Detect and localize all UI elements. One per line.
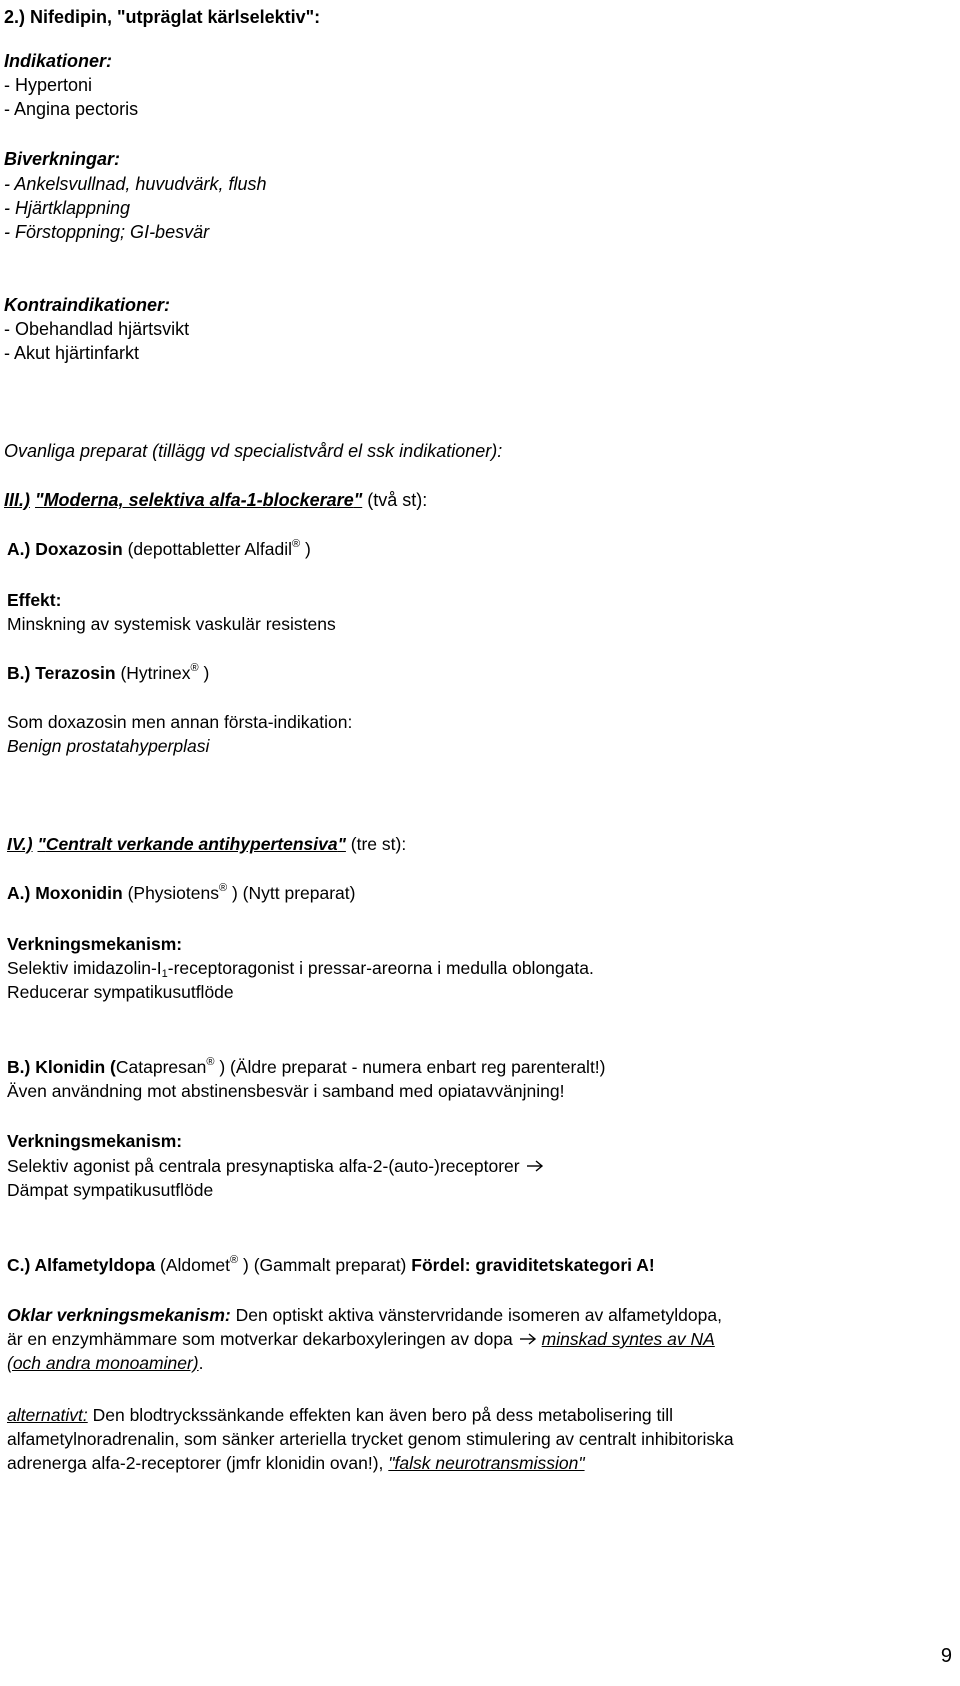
registered-mark: ® [230, 1254, 239, 1266]
alternative-label: alternativt: [7, 1405, 88, 1425]
section-title: "Moderna, selektiva alfa-1-blockerare" [35, 490, 363, 510]
drug-label: B.) Terazosin [7, 663, 116, 683]
mechanism-text: Reducerar sympatikusutflöde [7, 982, 234, 1002]
mechanism-text: Selektiv imidazolin-$I_1$-receptoragonist i pressar-areorna i medulla oblongata. [7, 958, 594, 980]
section-number: III.) [4, 490, 30, 510]
alternative-mechanism-line: adrenerga alfa-2-receptorer (jmfr klonidin ovan!), "falsk neurotransmission" [7, 1453, 585, 1473]
drug-label: C.) Alfametyldopa [7, 1255, 156, 1275]
drug-note: ) (Äldre preparat - numera enbart reg parenteralt!) [219, 1057, 606, 1077]
page-number: 9 [940, 1645, 952, 1667]
drug-label: A.) Doxazosin [7, 539, 123, 559]
mechanism-text: Selektiv agonist på centrala presynaptiska alfa-2-(auto-)receptorer [7, 1155, 544, 1177]
contraindications-label: Kontraindikationer: [4, 295, 171, 315]
section-heading-alfa1 [4, 489, 427, 511]
unclear-mechanism-line: (och andra monoaminer). [7, 1353, 204, 1373]
drug-moxonidin [7, 882, 355, 904]
drug-brand: (depottabletter Alfadil [127, 539, 293, 559]
section-heading-nifedipin: 2.) Nifedipin, "utpräglat kärlselektiv": [4, 7, 321, 27]
unclear-mechanism-line: är en enzymhämmare som motverkar dekarboxyleringen av dopa minskad syntes av NA [7, 1329, 715, 1349]
drug-label: B.) Klonidin ( [7, 1057, 116, 1077]
drug-brand: (Aldomet [160, 1255, 231, 1275]
unclear-mechanism-label: Oklar verkningsmekanism: [7, 1305, 231, 1325]
side-effects-label: Biverkningar: [4, 149, 121, 169]
effect-text: Minskning av systemisk vaskulär resistens [7, 614, 336, 634]
section-title: "Centralt verkande antihypertensiva" [37, 834, 346, 854]
mechanism-label: Verkningsmekanism: [7, 1131, 183, 1151]
pregnancy-category: Fördel: graviditetskategori A! [411, 1255, 655, 1275]
drug-note: ) (Gammalt preparat) [243, 1255, 407, 1275]
registered-mark: ® [190, 662, 199, 674]
drug-note: ) (Nytt preparat) [231, 883, 356, 903]
drug-brand: (Physiotens [127, 883, 219, 903]
alternative-mechanism-line: alfametylnoradrenalin, som sänker arteriella trycket genom stimulering av centralt inhibitoriska [7, 1429, 734, 1449]
right-arrow-icon [526, 1160, 544, 1172]
section-suffix: (tre st): [350, 834, 407, 854]
contraindication-item: - Akut hjärtinfarkt [4, 343, 140, 363]
terazosin-indication: Benign prostatahyperplasi [7, 736, 210, 756]
drug-doxazosin [7, 538, 311, 560]
close-paren: ) [305, 539, 311, 559]
uncommon-drugs-note: Ovanliga preparat (tillägg vd specialistvård el ssk indikationer): [4, 441, 503, 461]
side-effect-item: - Förstoppning; GI-besvär [4, 222, 210, 242]
klonidin-usage: Även användning mot abstinensbesvär i samband med opiatavvänjning! [7, 1081, 565, 1101]
registered-mark: ® [292, 538, 301, 550]
right-arrow-icon [519, 1333, 537, 1345]
section-number: IV.) [7, 834, 33, 854]
indications-label: Indikationer: [4, 51, 113, 71]
contraindication-item: - Obehandlad hjärtsvikt [4, 319, 190, 339]
registered-mark: ® [206, 1056, 215, 1068]
alternative-mechanism: alternativt: Den blodtryckssänkande effekten kan även bero på dess metabolisering till [7, 1405, 674, 1425]
drug-klonidin [7, 1056, 606, 1078]
registered-mark: ® [219, 882, 228, 894]
drug-brand: Catapresan [115, 1057, 207, 1077]
effect-label: Effekt: [7, 590, 62, 610]
unclear-mechanism: Oklar verkningsmekanism: Den optiskt aktiva vänstervridande isomeren av alfametyldopa, [7, 1305, 722, 1325]
reduced-synthesis: minskad syntes av NA [541, 1329, 715, 1349]
side-effect-item: - Hjärtklappning [4, 198, 131, 218]
close-paren: ) [203, 663, 210, 683]
drug-label: A.) Moxonidin [7, 883, 123, 903]
false-neurotransmission: "falsk neurotransmission" [388, 1453, 585, 1473]
drug-brand: (Hytrinex [120, 663, 191, 683]
terazosin-description: Som doxazosin men annan första-indikation: [7, 712, 353, 732]
section-suffix: (två st): [367, 490, 428, 510]
side-effect-item: - Ankelsvullnad, huvudvärk, flush [4, 174, 267, 194]
indication-item: - Angina pectoris [4, 99, 139, 119]
mechanism-text: Dämpat sympatikusutflöde [7, 1180, 214, 1200]
drug-terazosin [7, 662, 209, 684]
drug-alfametyldopa [7, 1254, 655, 1276]
mechanism-label: Verkningsmekanism: [7, 934, 183, 954]
section-heading-central [7, 833, 406, 855]
indication-item: - Hypertoni [4, 75, 93, 95]
